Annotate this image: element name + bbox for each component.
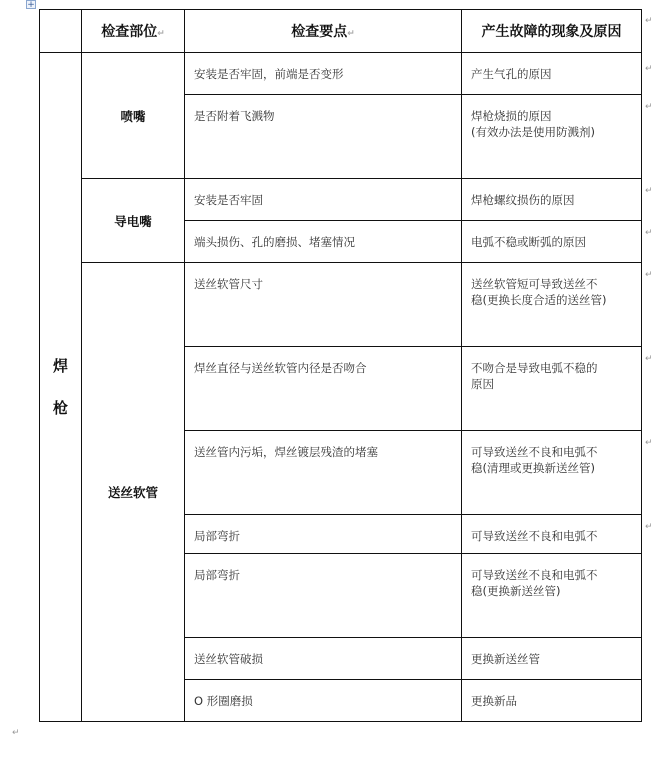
point-cell: 焊丝直径与送丝软管内径是否吻合 (185, 347, 462, 431)
table-row (40, 263, 642, 347)
result-cell: 焊枪螺纹损伤的原因 (462, 179, 642, 221)
point-cell: 局部弯折 (185, 554, 462, 638)
result-cell: 更换新品 (462, 680, 642, 722)
point-cell: O 形圈磨损 (185, 680, 462, 722)
point-cell: 送丝管内污垢，焊丝镀层残渣的堵塞 (185, 431, 462, 515)
result-cell: 可导致送丝不良和电弧不 稳(更换新送丝管) (462, 554, 642, 638)
header-point: 检查要点↵ (185, 10, 462, 53)
header-blank (40, 10, 82, 53)
row-end-mark-icon: ↵ (645, 354, 653, 364)
system-cell-welding-gun: 焊 枪 (40, 53, 82, 722)
part-cell-wire-feed-hose: 送丝软管 (82, 263, 185, 722)
result-cell: 可导致送丝不良和电弧不 (462, 515, 642, 554)
result-cell: 产生气孔的原因 (462, 53, 642, 95)
result-cell: 更换新送丝管 (462, 638, 642, 680)
point-cell: 送丝软管尺寸 (185, 263, 462, 347)
point-cell: 送丝软管破损 (185, 638, 462, 680)
result-cell: 不吻合是导致电弧不稳的 原因 (462, 347, 642, 431)
part-cell-nozzle: 喷嘴 (82, 53, 185, 179)
inspection-table (39, 9, 642, 722)
row-end-mark-icon: ↵ (645, 16, 653, 26)
row-end-mark-icon: ↵ (645, 64, 653, 74)
paragraph-mark-icon: ↵ (12, 728, 20, 738)
point-cell: 安装是否牢固 (185, 179, 462, 221)
point-cell: 局部弯折 (185, 515, 462, 554)
header-result: 产生故障的现象及原因 (462, 10, 642, 53)
row-end-mark-icon: ↵ (645, 522, 653, 532)
point-cell: 端头损伤、孔的磨损、堵塞情况 (185, 221, 462, 263)
point-cell: 是否附着飞溅物 (185, 95, 462, 179)
table-row (40, 53, 642, 95)
row-end-mark-icon: ↵ (645, 102, 653, 112)
row-end-mark-icon: ↵ (645, 270, 653, 280)
row-end-mark-icon: ↵ (645, 186, 653, 196)
point-cell: 安装是否牢固，前端是否变形 (185, 53, 462, 95)
result-cell: 可导致送丝不良和电弧不 稳(清理或更换新送丝管) (462, 431, 642, 515)
result-cell: 焊枪烧损的原因 (有效办法是使用防溅剂) (462, 95, 642, 179)
part-cell-contact-tip: 导电嘴 (82, 179, 185, 263)
row-end-mark-icon: ↵ (645, 228, 653, 238)
result-cell: 送丝软管短可导致送丝不 稳(更换长度合适的送丝管) (462, 263, 642, 347)
row-end-mark-icon: ↵ (645, 438, 653, 448)
result-cell: 电弧不稳或断弧的原因 (462, 221, 642, 263)
table-move-handle-icon[interactable]: + (27, 0, 35, 10)
table-row (40, 179, 642, 221)
header-row (40, 10, 642, 53)
header-part: 检查部位↵ (82, 10, 185, 53)
